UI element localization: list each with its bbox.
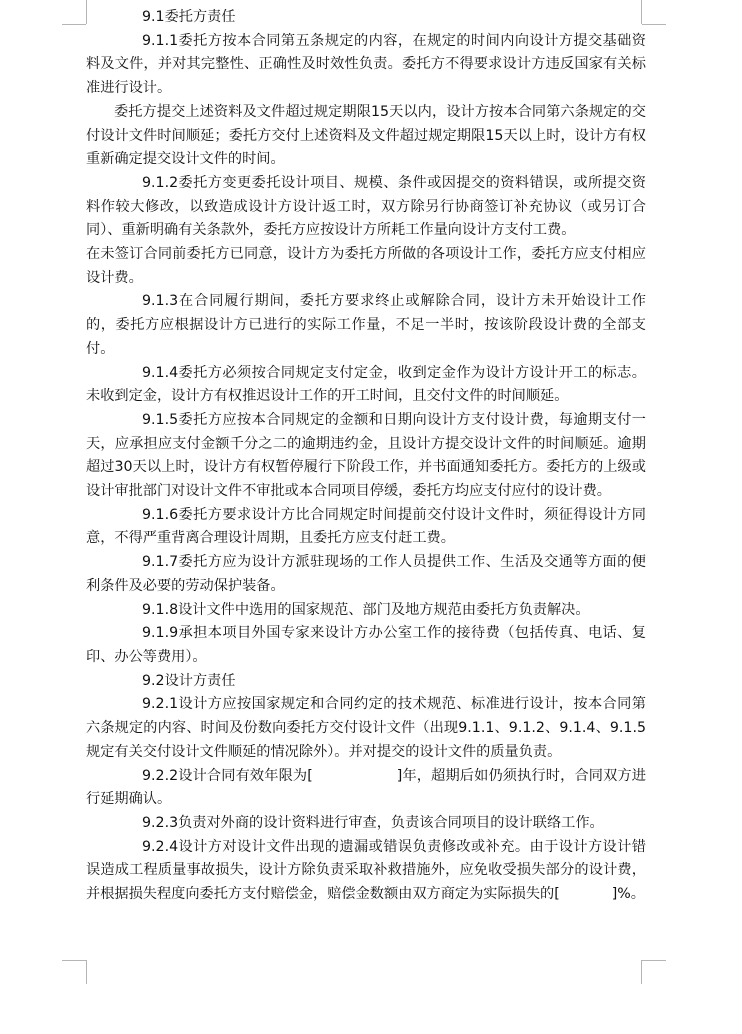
clause-9-2-2 [86,765,646,812]
clause-9-1-5: 9.1.5委托方应按本合同规定的金额和日期向设计方支付设计费，每逾期支付一天，应承担应支付金额千分之二的逾期违约金，且设计方提交设计文件的时间顺延。逾期超过30天以上时，设计方有权暂停履行下阶段工作，并书面通知委托方。委托方的上级或设计审批部门对设计文件不审批或本合同项目停缓，委托方均应支付应付的设计费。 [86,411,646,500]
section-heading-client-responsibility: 9.1委托方责任 [142,9,236,25]
clause-9-1-7: 9.1.7委托方应为设计方派驻现场的工作人员提供工作、生活及交通等方面的便利条件及必要的劳动保护装备。 [86,554,646,594]
clause-9-1-1: 9.1.1委托方按本合同第五条规定的内容，在规定的时间内向设计方提交基础资料及文件，并对其完整性、正确性及时效性负责。委托方不得要求设计方违反国家有关标准进行设计。 [86,32,646,97]
document-body [86,6,646,907]
crop-mark-bottom-right-h [642,960,666,961]
clause-9-2-2-after: ]年，超期后如仍须执行时，合同双方进行延期确认。 [86,767,646,808]
clause-9-1-1-continued: 委托方提交上述资料及文件超过规定期限15天以内，设计方按本合同第六条规定的交付设计文件时间顺延；委托方交付上述资料及文件超过规定期限15天以上时，设计方有权重新确定提交设计文件的时间。 [86,103,646,168]
crop-mark-bottom-left-v [86,960,87,984]
clause-9-2-3: 9.2.3负责对外商的设计资料进行审查，负责该合同项目的设计联络工作。 [142,814,604,831]
section-heading-designer-responsibility: 9.2设计方责任 [142,672,236,689]
clause-9-1-8: 9.1.8设计文件中选用的国家规范、部门及地方规范由委托方负责解决。 [142,601,590,618]
crop-mark-bottom-left-h [62,960,86,961]
clause-9-2-2-before: 9.2.2设计合同有效年限为[ [142,767,313,784]
clause-9-1-6: 9.1.6委托方要求设计方比合同规定时间提前交付设计文件时，须征得设计方同意，不得严重背离合理设计周期，且委托方应支付赶工费。 [86,506,646,547]
clause-9-2-4 [86,836,646,907]
crop-mark-top-left-h [62,24,86,25]
clause-9-1-2: 9.1.2委托方变更委托设计项目、规模、条件或因提交的资料错误，或所提交资料作较大修改，以致造成设计方设计返工时，双方除另行协商签订补充协议（或另订合同）、重新明确有关条款外，委托方应按设计方所耗工作量向设计方支付工费。 [86,174,646,239]
clause-9-2-4-after: ]%。 [611,886,645,903]
clause-9-2-1: 9.2.1设计方应按国家规定和合同约定的技术规范、标准进行设计，按本合同第六条规定的内容、时间及份数向委托方交付设计文件（出现9.1.1、9.1.2、9.1.4、9.1.5规定有关交付设计文件顺延的情况除外）。并对提交的设计文件的质量负责。 [86,696,646,760]
clause-9-1-9: 9.1.9承担本项目外国专家来设计方办公室工作的接待费（包括传真、电话、复印、办公等费用）。 [86,625,646,665]
clause-9-1-4: 9.1.4委托方必须按合同规定支付定金，收到定金作为设计方设计开工的标志。未收到定金，设计方有权推迟设计工作的开工时间，且交付文件的时间顺延。 [86,364,646,405]
clause-9-1-3: 9.1.3在合同履行期间，委托方要求终止或解除合同，设计方未开始设计工作的，委托方应根据设计方已进行的实际工作量，不足一半时，按该阶段设计费的全部支付。 [86,293,646,357]
clause-9-1-2-continued: 在未签订合同前委托方已同意，设计方为委托方所做的各项设计工作，委托方应支付相应设计费。 [86,246,646,286]
clause-9-2-4-before: 9.2.4设计方对设计文件出现的遗漏或错误负责修改或补充。由于设计方设计错误造成工程质量事故损失，设计方除负责采取补救措施外，应免收受损失部分的设计费，并根据损失程度向委托方支付赔偿金，赔偿金数额由双方商定为实际损失的[ [86,838,646,903]
crop-mark-bottom-right-v [641,960,642,984]
